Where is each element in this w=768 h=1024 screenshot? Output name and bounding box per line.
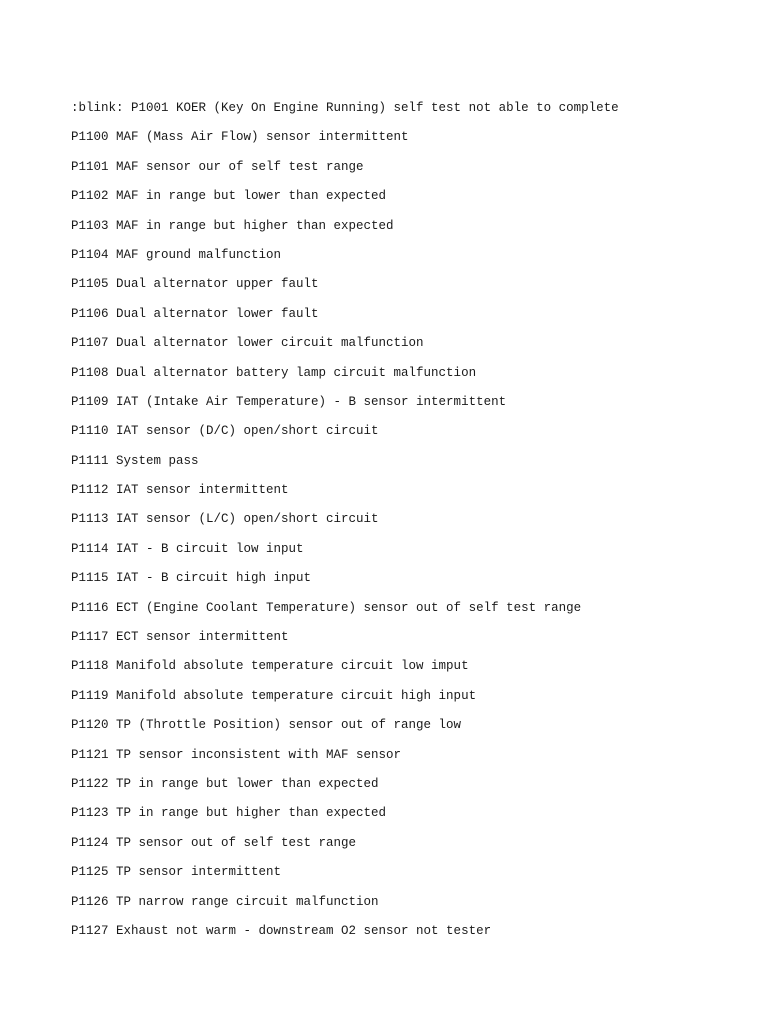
text-line: P1107 Dual alternator lower circuit malfunction <box>71 336 424 351</box>
text-line: P1101 MAF sensor our of self test range <box>71 159 364 174</box>
text-line: P1122 TP in range but lower than expected <box>71 776 379 791</box>
text-line: P1113 IAT sensor (L/C) open/short circuit <box>71 512 379 527</box>
text-line: P1108 Dual alternator battery lamp circuit malfunction <box>71 365 477 380</box>
text-line: P1106 Dual alternator lower fault <box>71 306 319 321</box>
text-line: P1118 Manifold absolute temperature circuit low imput <box>71 659 469 674</box>
document-body <box>71 100 751 952</box>
text-line: P1116 ECT (Engine Coolant Temperature) sensor out of self test range <box>71 600 582 615</box>
text-line: P1111 System pass <box>71 453 199 468</box>
text-line: P1115 IAT - B circuit high input <box>71 571 312 586</box>
text-line: P1120 TP (Throttle Position) sensor out of range low <box>71 718 462 733</box>
text-line: P1110 IAT sensor (D/C) open/short circuit <box>71 424 379 439</box>
text-line: P1121 TP sensor inconsistent with MAF sensor <box>71 747 402 762</box>
text-line: P1103 MAF in range but higher than expected <box>71 218 394 233</box>
text-line: :blink: P1001 KOER (Key On Engine Running) self test not able to complete <box>71 101 619 115</box>
text-line: P1105 Dual alternator upper fault <box>71 277 319 292</box>
text-line: P1112 IAT sensor intermittent <box>71 483 289 498</box>
text-line: P1114 IAT - B circuit low input <box>71 541 304 556</box>
text-line: P1123 TP in range but higher than expected <box>71 806 387 821</box>
text-line: P1124 TP sensor out of self test range <box>71 835 357 850</box>
text-line: P1127 Exhaust not warm - downstream O2 sensor not tester <box>71 923 492 938</box>
text-line: P1117 ECT sensor intermittent <box>71 630 289 645</box>
text-line: P1125 TP sensor intermittent <box>71 865 282 880</box>
text-line: P1100 MAF (Mass Air Flow) sensor intermittent <box>71 130 409 145</box>
text-line: P1119 Manifold absolute temperature circuit high input <box>71 688 477 703</box>
text-line: P1102 MAF in range but lower than expected <box>71 189 387 204</box>
text-line: P1104 MAF ground malfunction <box>71 247 282 262</box>
text-line: P1109 IAT (Intake Air Temperature) - B sensor intermittent <box>71 394 507 409</box>
text-line: P1126 TP narrow range circuit malfunction <box>71 894 379 909</box>
